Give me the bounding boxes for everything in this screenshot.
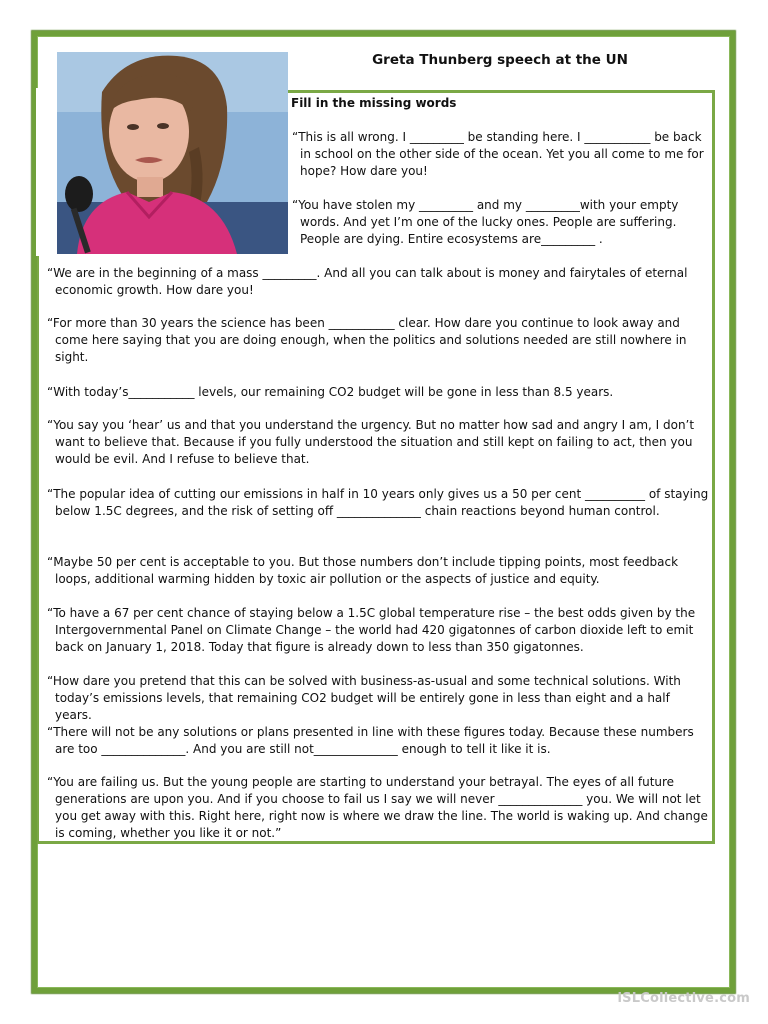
speech-paragraph: “With today’s___________ levels, our remaining CO2 budget will be gone in less than 8.5 years. bbox=[47, 385, 614, 399]
speech-paragraph: “Maybe 50 per cent is acceptable to you. But those numbers don’t include tipping points, most feedback loops, additional warming hidden by toxic air pollution or the aspects of justice and equity. bbox=[47, 555, 679, 586]
site-watermark: iSLCollective.com bbox=[617, 991, 750, 1006]
instructions-heading: Fill in the missing words bbox=[291, 96, 457, 110]
speech-paragraph: “You say you ‘hear’ us and that you understand the urgency. But no matter how sad and angry I am, I don’t want to believe that. Because if you fully understood the situation and still kept on failing to act, then you would be evil. And I refuse to believe that. bbox=[47, 418, 695, 466]
speech-paragraph: “For more than 30 years the science has been ___________ clear. How dare you continue to look away and come here saying that you are doing enough, when the politics and solutions needed are still nowhere in sight. bbox=[47, 316, 687, 364]
page-title: Greta Thunberg speech at the UN bbox=[372, 52, 628, 68]
speaker-photo bbox=[57, 52, 288, 254]
speech-paragraph: “The popular idea of cutting our emissions in half in 10 years only gives us a 50 per cent __________ of staying below 1.5C degrees, and the risk of setting off ______________ chain reactions beyond human control. bbox=[47, 487, 709, 518]
speech-paragraph: “There will not be any solutions or plans presented in line with these figures today. Because these numbers are too ______________. And you are still not______________ enough to tell it like it is. bbox=[47, 725, 694, 756]
speech-paragraph: “We are in the beginning of a mass _________. And all you can talk about is money and fairytales of eternal economic growth. How dare you! bbox=[47, 266, 688, 297]
portrait-illustration bbox=[57, 52, 288, 254]
speech-paragraph: “You are failing us. But the young people are starting to understand your betrayal. The eyes of all future generations are upon you. And if you choose to fail us I say we will never ______________ you. We will not let you get away with this. Right here, right now is where we draw the line. The world is waking up. And change is coming, whether you like it or not.” bbox=[47, 775, 708, 840]
speech-paragraph: “How dare you pretend that this can be solved with business-as-usual and some technical solutions. With today’s emissions levels, that remaining CO2 budget will be entirely gone in less than eight and a half years. bbox=[47, 674, 681, 722]
speech-paragraph: “This is all wrong. I _________ be standing here. I ___________ be back in school on the other side of the ocean. Yet you all come to me for hope? How dare you! bbox=[292, 130, 704, 178]
speech-paragraph: “You have stolen my _________ and my _________with your empty words. And yet I’m one of the lucky ones. People are suffering. People are dying. Entire ecosystems are_________ . bbox=[292, 198, 679, 246]
speech-paragraph: “To have a 67 per cent chance of staying below a 1.5C global temperature rise – the best odds given by the Intergovernmental Panel on Climate Change – the world had 420 gigatonnes of carbon dioxide left to emit back on January 1, 2018. Today that figure is already down to less than 350 gigatonnes. bbox=[47, 606, 696, 654]
